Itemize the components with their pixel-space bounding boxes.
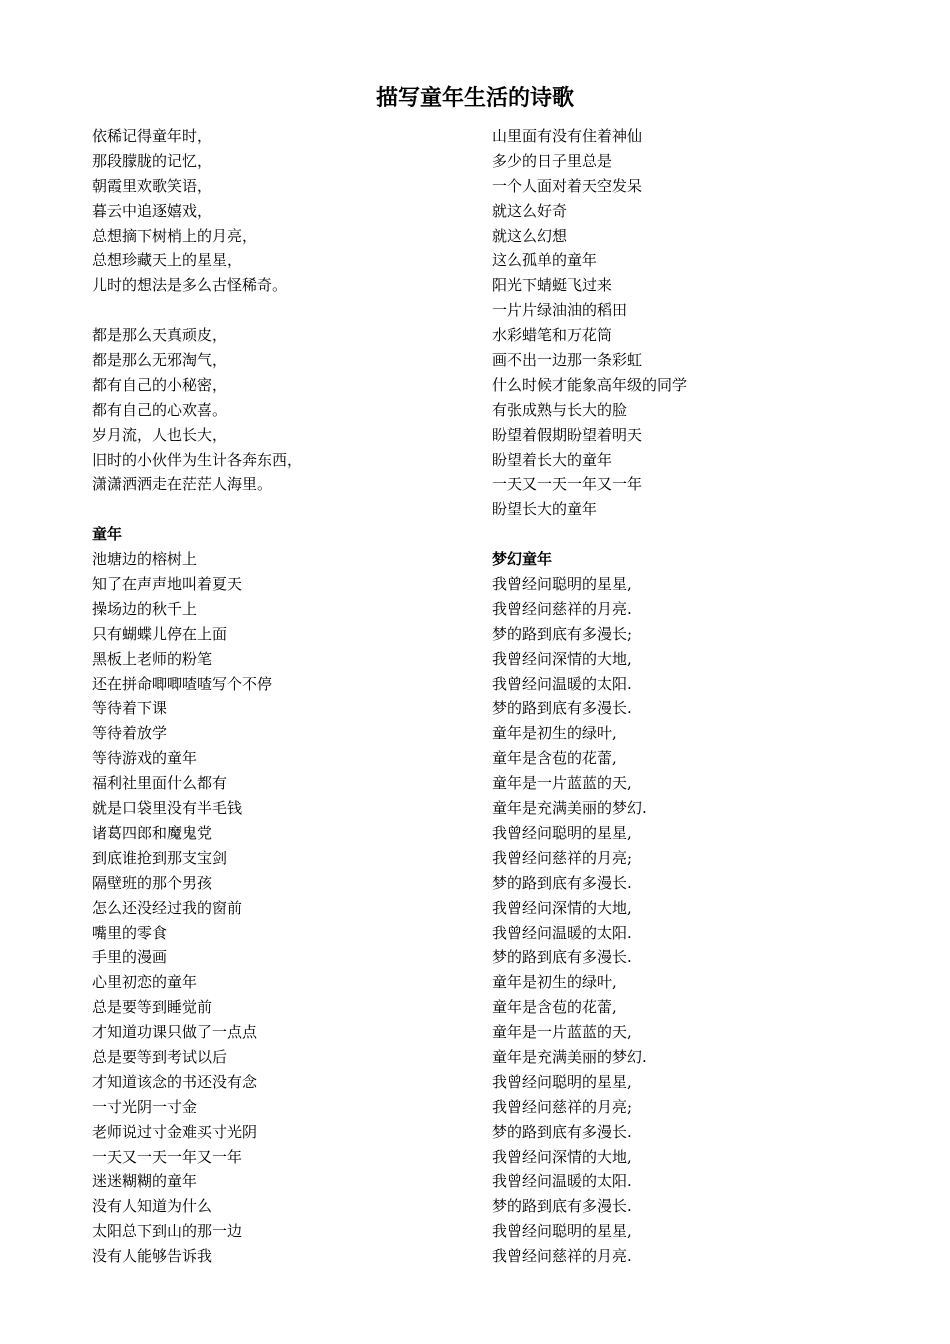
poem-line: 童年是充满美丽的梦幻. [492,799,647,818]
poem-line: 嘴里的零食 [92,923,168,942]
poem-line: 水彩蜡笔和万花筒 [492,326,613,345]
poem-line: 黑板上老师的粉笔 [92,649,213,668]
poem-line: 都是那么天真顽皮， [92,326,228,345]
poem-line: 就这么好奇 [492,201,568,220]
poem-line: 盼望着长大的童年 [492,450,613,469]
poem-line: 我曾经问温暖的太阳. [492,674,632,693]
poem-line: 老师说过寸金难买寸光阴 [92,1122,258,1141]
poem-line: 我曾经问温暖的太阳. [492,1172,632,1191]
poem-line: 童年是一片蓝蓝的天, [492,774,632,793]
poem-line: 童年是一片蓝蓝的天, [492,1023,632,1042]
poem-line: 我曾经问深情的大地, [492,649,632,668]
poem-line: 我曾经问聪明的星星, [492,823,632,842]
stanza-break [92,298,472,323]
poem-line: 池塘边的榕树上 [92,550,198,569]
poem-line: 知了在声声地叫着夏天 [92,575,243,594]
poem-line: 隔壁班的那个男孩 [92,873,213,892]
poem-line: 总是要等到考试以后 [92,1047,228,1066]
poem-line: 盼望着假期盼望着明天 [492,425,643,444]
poem-line: 依稀记得童年时， [92,127,213,145]
poem-line: 朝霞里欢歌笑语， [92,176,213,195]
poem-line: 我曾经问聪明的星星, [492,575,632,594]
poem-line: 岁月流，人也长大， [92,425,228,444]
poem-line: 一个人面对着天空发呆 [492,176,643,195]
poem-line: 总想摘下树梢上的月亮， [92,226,258,245]
poem-line: 我曾经问温暖的太阳. [492,923,632,942]
poem-line: 诸葛四郎和魔鬼党 [92,823,213,842]
poem-line: 有张成熟与长大的脸 [492,400,628,419]
poem-line: 梦的路到底有多漫长. [492,948,632,967]
poem-line: 我曾经问深情的大地, [492,1147,632,1166]
poem-line: 总是要等到睡觉前 [92,998,213,1017]
poem-line: 暮云中追逐嬉戏， [92,201,213,220]
poem-line: 一片片绿油油的稻田 [492,301,628,320]
poem-line: 没有人知道为什么 [92,1197,213,1216]
right-poem-column [492,124,892,1269]
poem-line: 这么孤单的童年 [492,251,598,270]
poem-line: 旧时的小伙伴为生计各奔东西， [92,450,303,469]
poem-line: 才知道该念的书还没有念 [92,1072,258,1091]
poem-line: 潇潇洒洒走在茫茫人海里。 [92,475,273,494]
poem-line: 我曾经问慈祥的月亮; [492,1097,633,1116]
poem-line: 儿时的想法是多么古怪稀奇。 [92,276,288,295]
poem-line: 梦的路到底有多漫长. [492,1197,632,1216]
poem-line: 迷迷糊糊的童年 [92,1172,198,1191]
poem-line: 福利社里面什么都有 [92,774,228,793]
poem-line: 我曾经问慈祥的月亮. [492,599,632,618]
poem-line: 到底谁抢到那支宝剑 [92,848,228,867]
poem-line: 多少的日子里总是 [492,151,613,170]
poem-line: 童年是含苞的花蕾, [492,998,617,1017]
poem-line: 就这么幻想 [492,226,568,245]
poem-line: 我曾经问慈祥的月亮; [492,848,633,867]
poem-line: 我曾经问聪明的星星, [492,1222,632,1241]
poem-line: 怎么还没经过我的窗前 [92,898,243,917]
poem-line: 梦的路到底有多漫长; [492,624,633,643]
poem-line: 我曾经问慈祥的月亮. [492,1247,632,1266]
poem-heading: 童年 [92,525,123,544]
poem-line: 我曾经问聪明的星星, [492,1072,632,1091]
poem-line: 童年是含苞的花蕾, [492,749,617,768]
poem-line: 等待游戏的童年 [92,749,198,768]
poem-line: 手里的漫画 [92,948,168,967]
poem-line: 梦的路到底有多漫长. [492,699,632,718]
document-title: 描写童年生活的诗歌 [375,86,574,111]
poem-line: 梦的路到底有多漫长. [492,1122,632,1141]
poem-line: 操场边的秋千上 [92,599,198,618]
poem-line: 都是那么无邪淘气， [92,351,228,370]
poem-line: 童年是初生的绿叶, [492,724,617,743]
poem-line: 只有蝴蝶儿停在上面 [92,624,228,643]
poem-line: 总想珍藏天上的星星， [92,251,243,270]
poem-line: 我曾经问深情的大地, [492,898,632,917]
poem-line: 童年是初生的绿叶, [492,973,617,992]
poem-line: 才知道功课只做了一点点 [92,1023,258,1042]
left-poem-column [92,124,472,1269]
poem-line: 阳光下蜻蜓飞过来 [492,276,613,295]
poem-line: 心里初恋的童年 [92,973,198,992]
poem-line: 画不出一边那一条彩虹 [492,351,643,370]
poem-line: 就是口袋里没有半毛钱 [92,799,243,818]
poem-line: 一天又一天一年又一年 [492,475,643,494]
poem-line: 什么时候才能象高年级的同学 [492,375,688,394]
poem-line: 等待着下课 [92,699,168,718]
poem-line: 盼望长大的童年 [492,500,598,519]
poem-line: 等待着放学 [92,724,168,743]
poem-line: 一天又一天一年又一年 [92,1147,243,1166]
poem-line: 还在拼命唧唧喳喳写个不停 [92,674,273,693]
poem-line: 一寸光阴一寸金 [92,1097,198,1116]
poem-line: 梦的路到底有多漫长. [492,873,632,892]
stanza-break [492,522,892,547]
poem-line: 没有人能够告诉我 [92,1247,213,1266]
poem-line: 那段朦胧的记忆， [92,151,213,170]
poem-heading: 梦幻童年 [492,550,553,569]
poem-line: 都有自己的心欢喜。 [92,400,228,419]
poem-line: 都有自己的小秘密， [92,375,228,394]
poem-line: 童年是充满美丽的梦幻. [492,1047,647,1066]
stanza-break [92,497,472,522]
poem-line: 山里面有没有住着神仙 [492,127,643,145]
poem-line: 太阳总下到山的那一边 [92,1222,243,1241]
